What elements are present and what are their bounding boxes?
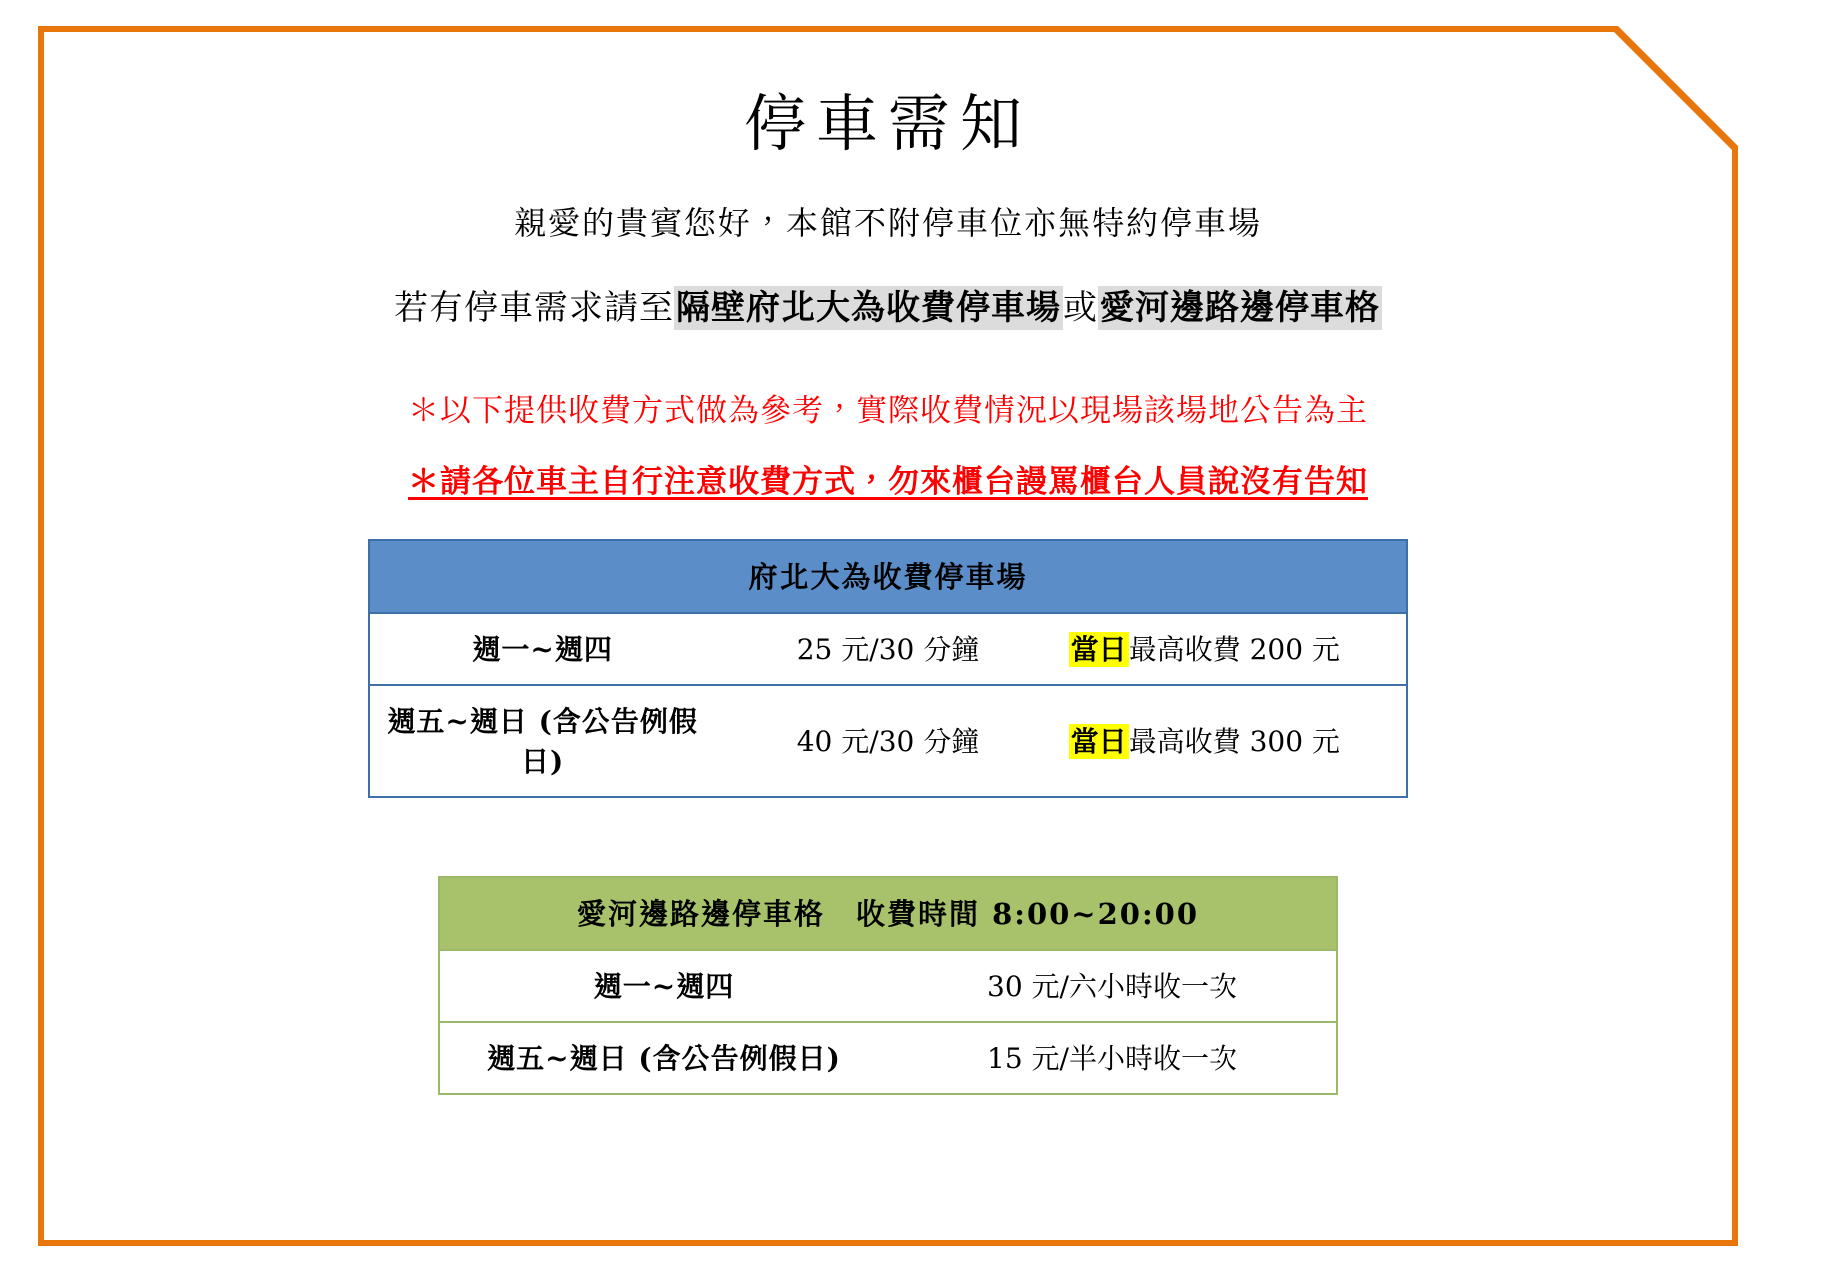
street-parking-fee-table (438, 876, 1338, 1095)
table-blue-row-1-cap-rest: 最高收費 300 元 (1128, 725, 1340, 759)
table-green-header: 愛河邊路邊停車格 收費時間 8:00~20:00 (440, 878, 1336, 950)
table-green-row-0-day: 週一~週四 (440, 950, 888, 1022)
intro-line-2-middle: 或 (1063, 288, 1098, 329)
table-blue-row-1-day: 週五~週日 (含公告例假日) (370, 685, 715, 796)
table-blue-row-1-cap-highlight: 當日 (1070, 725, 1127, 759)
table-blue-row-1-rate: 40 元/30 分鐘 (715, 685, 1060, 796)
note-reference: ＊以下提供收費方式做為參考，實際收費情況以現場該場地公告為主 (408, 393, 1368, 430)
table-row (370, 685, 1406, 796)
table-row (370, 613, 1406, 685)
intro-line-1: 親愛的貴賓您好，本館不附停車位亦無特約停車場 (513, 204, 1262, 243)
table-blue-row-0-cap-rest: 最高收費 200 元 (1128, 633, 1340, 667)
parking-lot-fee-table (368, 539, 1408, 798)
table-row (440, 950, 1336, 1022)
table-blue-row-1-cap (1061, 685, 1406, 796)
intro-line-2-prefix: 若有停車需求請至 (394, 288, 674, 329)
page-title: 停車需知 (743, 87, 1032, 160)
table-blue-row-0-rate: 25 元/30 分鐘 (715, 613, 1060, 685)
table-blue-row-0-cap-highlight: 當日 (1070, 633, 1127, 667)
table-header-row (370, 541, 1406, 613)
table-blue-row-0-cap (1061, 613, 1406, 685)
table-green-row-0-rate: 30 元/六小時收一次 (888, 950, 1336, 1022)
table-blue-row-0-day: 週一~週四 (370, 613, 715, 685)
intro-highlight-parking-lot: 隔壁府北大為收費停車場 (676, 288, 1061, 329)
table-header-row (440, 878, 1336, 950)
note-warning (44, 456, 1732, 501)
table-row (440, 1022, 1336, 1093)
poster-content (44, 32, 1732, 1240)
table-green-row-1-rate: 15 元/半小時收一次 (888, 1022, 1336, 1093)
intro-highlight-street-parking: 愛河邊路邊停車格 (1100, 288, 1380, 329)
note-warning-text: ＊請各位車主自行注意收費方式，勿來櫃台謾罵櫃台人員說沒有告知 (408, 464, 1368, 501)
table-blue-header: 府北大為收費停車場 (370, 541, 1406, 613)
intro-line-2 (44, 280, 1732, 329)
table-green-row-1-day: 週五~週日 (含公告例假日) (440, 1022, 888, 1093)
